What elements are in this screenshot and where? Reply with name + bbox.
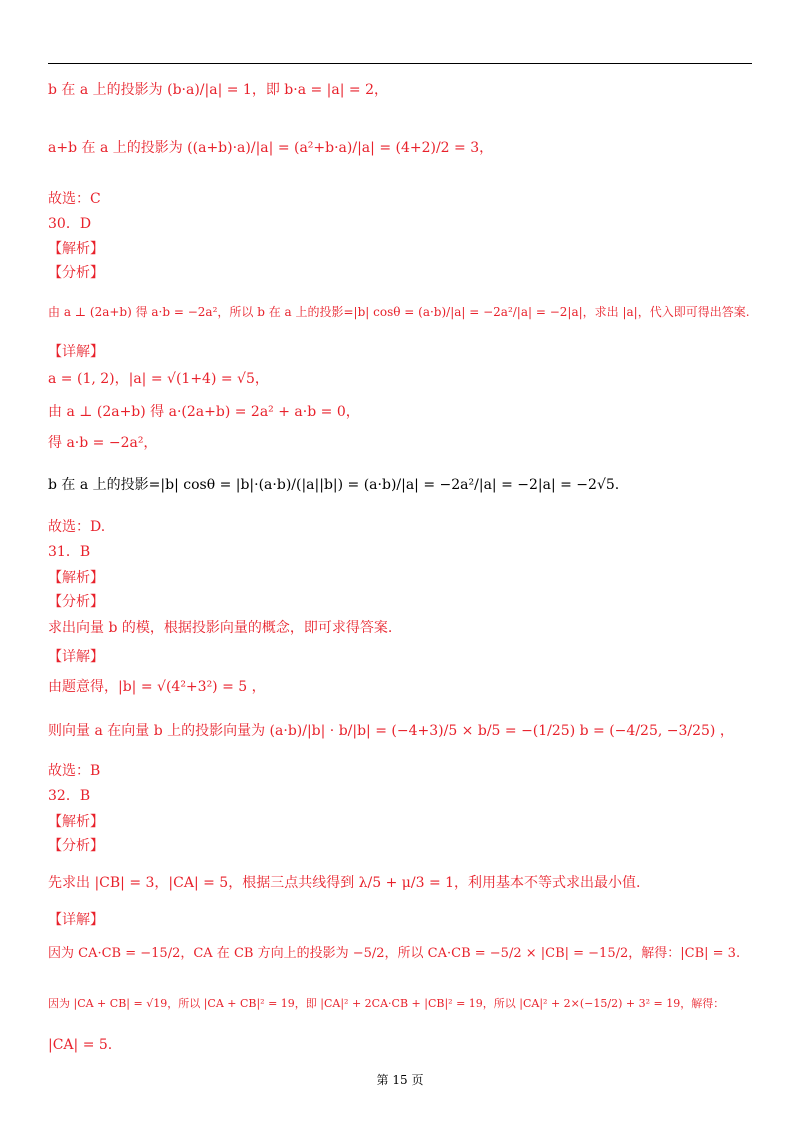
question-number-31: 31．B	[48, 544, 91, 560]
text-line-13: 故选：D.	[48, 519, 106, 535]
section-fenxi: 【分析】	[48, 838, 104, 854]
text-line-21: 故选：B	[48, 763, 101, 779]
header-rule	[48, 63, 752, 64]
section-fenxi: 【分析】	[48, 594, 104, 610]
section-fenxi: 【分析】	[48, 265, 104, 281]
question-number-30: 30．D	[48, 216, 92, 232]
section-xiangjie: 【详解】	[48, 912, 104, 928]
section-jiexi: 【解析】	[48, 241, 104, 257]
section-xiangjie: 【详解】	[48, 649, 104, 665]
text-line-25: 先求出 |CB| = 3，|CA| = 5，根据三点共线得到 λ/5 + μ/3 = 1，利用基本不等式求出最小值.	[48, 875, 641, 891]
section-jiexi: 【解析】	[48, 814, 104, 830]
text-line-7: 由 a ⊥ (2a+b) 得 a·b = −2a²，所以 b 在 a 上的投影=|b| cosθ = (a·b)/|a| = −2a²/|a| = −2|a|，求出 |a|，代入即可得出答案.	[48, 305, 750, 319]
page-footer: 第 15 页	[376, 1073, 424, 1087]
section-jiexi: 【解析】	[48, 570, 104, 586]
text-line-28: 因为 |CA + CB| = √19，所以 |CA + CB|² = 19，即 |CA|² + 2CA·CB + |CB|² = 19，所以 |CA|² + 2×(−15/2) + 3² = 19，解得：	[48, 997, 725, 1010]
text-line-10: 由 a ⊥ (2a+b) 得 a·(2a+b) = 2a² + a·b = 0，	[48, 404, 360, 420]
text-line-29: |CA| = 5.	[48, 1037, 113, 1053]
text-line-19: 由题意得，|b| = √(4²+3²) = 5 ，	[48, 679, 266, 695]
text-line-20: 则向量 a 在向量 b 上的投影向量为 (a·b)/|b| · b/|b| = (−4+3)/5 × b/5 = −(1/25) b = (−4/25, −3/25) ，	[48, 723, 734, 739]
text-line-17: 求出向量 b 的模，根据投影向量的概念，即可求得答案.	[48, 620, 393, 636]
question-number-32: 32．B	[48, 788, 91, 804]
text-line-12: b 在 a 上的投影=|b| cosθ = |b|·(a·b)/(|a||b|) = (a·b)/|a| = −2a²/|a| = −2|a| = −2√5.	[48, 477, 620, 493]
text-line-1: b 在 a 上的投影为 (b·a)/|a| = 1，即 b·a = |a| = 2，	[48, 82, 388, 98]
text-line-9: a = (1, 2)，|a| = √(1+4) = √5，	[48, 371, 269, 387]
section-xiangjie: 【详解】	[48, 344, 104, 360]
text-line-11: 得 a·b = −2a²，	[48, 435, 158, 451]
text-line-2: a+b 在 a 上的投影为 ((a+b)·a)/|a| = (a²+b·a)/|a| = (4+2)/2 = 3，	[48, 140, 494, 156]
text-line-27: 因为 CA·CB = −15/2，CA 在 CB 方向上的投影为 −5/2，所以 CA·CB = −5/2 × |CB| = −15/2，解得：|CB| = 3.	[48, 946, 741, 961]
text-line-3: 故选：C	[48, 191, 101, 207]
